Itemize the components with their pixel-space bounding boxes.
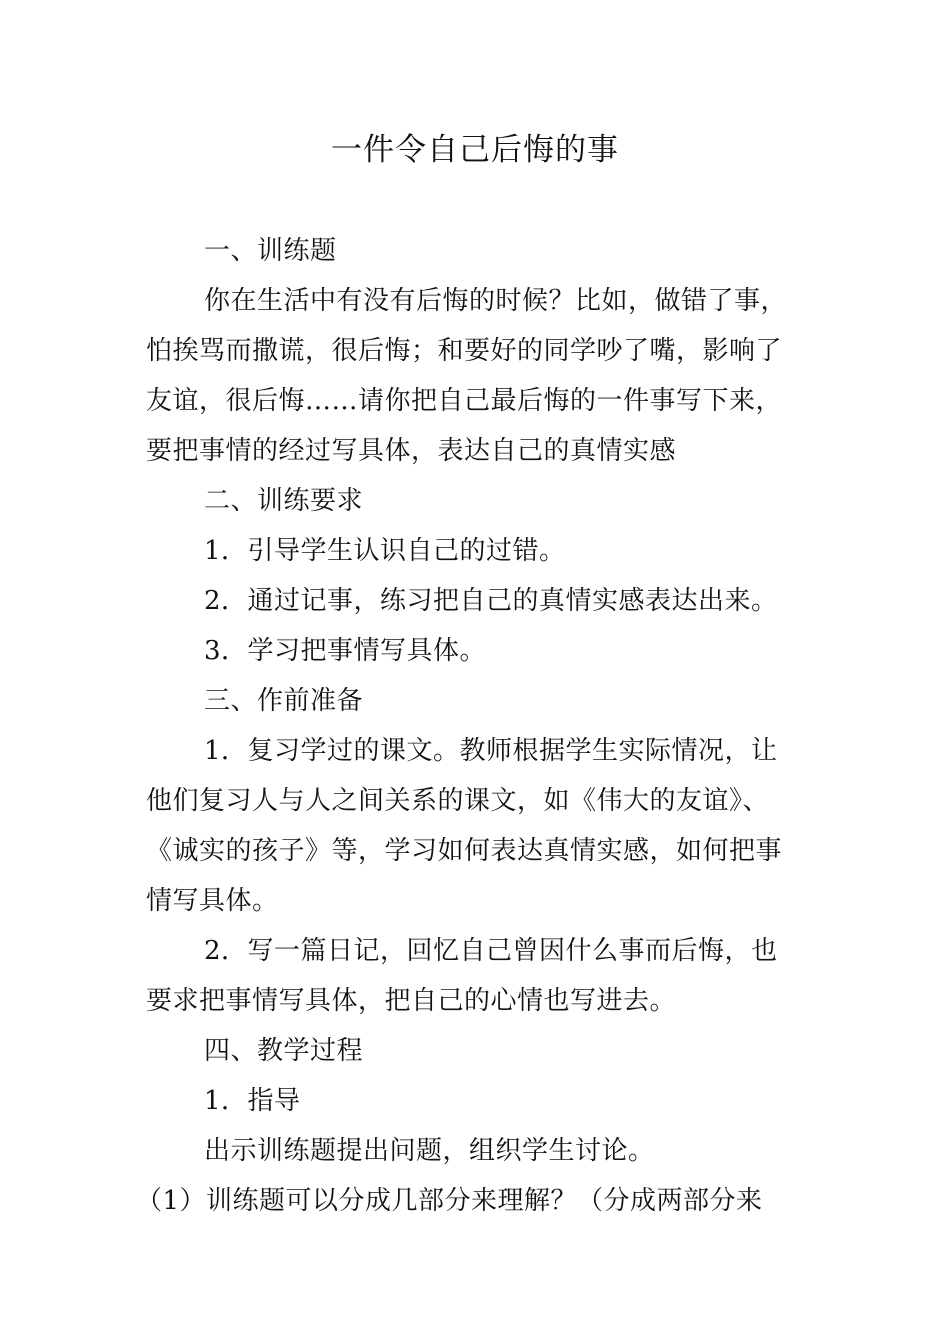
- section-heading-training-topic: 一、训练题: [204, 236, 337, 266]
- paragraph-line: 友谊，很后悔……请你把自己最后悔的一件事写下来，: [146, 386, 783, 416]
- paragraph-line: （1）训练题可以分成几部分来理解？（分成两部分来: [136, 1186, 763, 1216]
- paragraph-line: 出示训练题提出问题，组织学生讨论。: [204, 1136, 655, 1166]
- section-heading-preparation: 三、作前准备: [204, 686, 364, 716]
- list-item: 3．学习把事情写具体。: [204, 636, 487, 666]
- paragraph-line: 1．复习学过的课文。教师根据学生实际情况，让: [204, 736, 778, 766]
- paragraph-line: 情写具体。: [146, 886, 279, 916]
- paragraph-line: 《诚实的孩子》等，学习如何表达真情实感，如何把事: [146, 836, 783, 866]
- document-title: 一件令自己后悔的事: [331, 132, 619, 168]
- document-body: [136, 226, 846, 1226]
- section-heading-teaching-process: 四、教学过程: [204, 1036, 364, 1066]
- paragraph-line: 要把事情的经过写具体，表达自己的真情实感: [146, 436, 677, 466]
- list-item: 1．指导: [204, 1086, 301, 1116]
- paragraph-line: 你在生活中有没有后悔的时候？比如，做错了事，: [204, 286, 788, 316]
- paragraph-line: 要求把事情写具体，把自己的心情也写进去。: [146, 986, 677, 1016]
- paragraph-line: 怕挨骂而撒谎，很后悔；和要好的同学吵了嘴，影响了: [146, 336, 783, 366]
- paragraph-line: 他们复习人与人之间关系的课文，如《伟大的友谊》、: [146, 786, 770, 816]
- section-heading-requirements: 二、训练要求: [204, 486, 364, 516]
- paragraph-line: 2．写一篇日记，回忆自己曾因什么事而后悔，也: [204, 936, 778, 966]
- list-item: 1．引导学生认识自己的过错。: [204, 536, 566, 566]
- list-item: 2．通过记事，练习把自己的真情实感表达出来。: [204, 586, 778, 616]
